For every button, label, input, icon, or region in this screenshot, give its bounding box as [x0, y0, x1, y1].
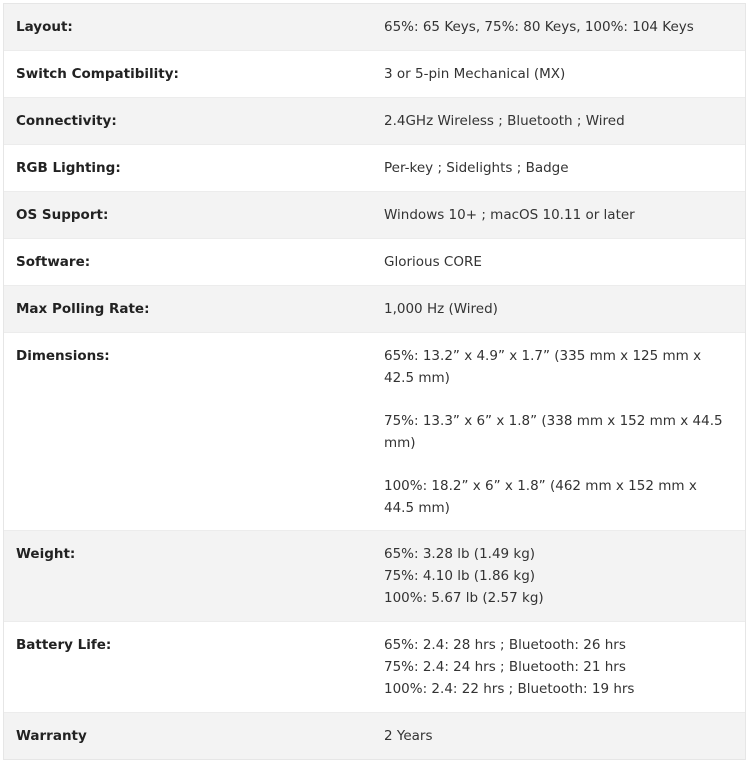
spec-value [372, 192, 745, 238]
spec-label: RGB Lighting: [16, 160, 121, 176]
spec-row-layout [4, 4, 745, 51]
spec-row-max-polling-rate [4, 286, 745, 333]
spec-label: Connectivity: [16, 113, 117, 129]
spec-value-line: 2.4GHz Wireless ; Bluetooth ; Wired [384, 113, 625, 129]
spec-value [372, 713, 745, 759]
spec-label: Max Polling Rate: [16, 301, 150, 317]
spec-value [372, 333, 745, 530]
spec-row-connectivity [4, 98, 745, 145]
spec-label: Dimensions: [16, 348, 110, 364]
spec-row-switch-compatibility [4, 51, 745, 98]
spec-value-line: 65%: 13.2” x 4.9” x 1.7” (335 mm x 125 mm x 42.5 mm) [384, 348, 702, 386]
spec-row-warranty [4, 713, 745, 759]
spec-value-line: 3 or 5-pin Mechanical (MX) [384, 66, 566, 82]
spec-value-line: Per-key ; Sidelights ; Badge [384, 160, 569, 176]
spec-table [3, 3, 746, 760]
spec-label: OS Support: [16, 207, 109, 223]
spec-value-line: 100%: 18.2” x 6” x 1.8” (462 mm x 152 mm x 44.5 mm) [384, 478, 697, 516]
spec-label: Layout: [16, 19, 73, 35]
spec-value [372, 286, 745, 332]
spec-value-line: 100%: 5.67 lb (2.57 kg) [384, 590, 544, 606]
spec-value [372, 145, 745, 191]
spec-value-line: 75%: 13.3” x 6” x 1.8” (338 mm x 152 mm x 44.5 mm) [384, 413, 723, 451]
spec-row-weight [4, 531, 745, 622]
spec-label: Switch Compatibility: [16, 66, 179, 82]
spec-row-dimensions [4, 333, 745, 531]
spec-value [372, 98, 745, 144]
spec-value-line: 2 Years [384, 728, 433, 744]
spec-label: Weight: [16, 546, 76, 562]
spec-label: Battery Life: [16, 637, 112, 653]
spec-label: Software: [16, 254, 91, 270]
spec-value [372, 531, 745, 621]
spec-value [372, 51, 745, 97]
spec-value-line: Glorious CORE [384, 254, 482, 270]
spec-value-line: 65%: 2.4: 28 hrs ; Bluetooth: 26 hrs [384, 637, 626, 653]
spec-value-line: 75%: 2.4: 24 hrs ; Bluetooth: 21 hrs [384, 659, 626, 675]
spec-value [372, 4, 745, 50]
spec-value-line: 65%: 65 Keys, 75%: 80 Keys, 100%: 104 Keys [384, 19, 694, 35]
spec-row-os-support [4, 192, 745, 239]
spec-row-software [4, 239, 745, 286]
spec-value-line: 75%: 4.10 lb (1.86 kg) [384, 568, 536, 584]
spec-value-line: 65%: 3.28 lb (1.49 kg) [384, 546, 536, 562]
spec-label: Warranty [16, 728, 87, 744]
spec-value [372, 622, 745, 712]
spec-value-line: 1,000 Hz (Wired) [384, 301, 498, 317]
spec-value-line: 100%: 2.4: 22 hrs ; Bluetooth: 19 hrs [384, 681, 635, 697]
spec-value-line: Windows 10+ ; macOS 10.11 or later [384, 207, 635, 223]
spec-value [372, 239, 745, 285]
spec-row-battery-life [4, 622, 745, 713]
spec-row-rgb-lighting [4, 145, 745, 192]
